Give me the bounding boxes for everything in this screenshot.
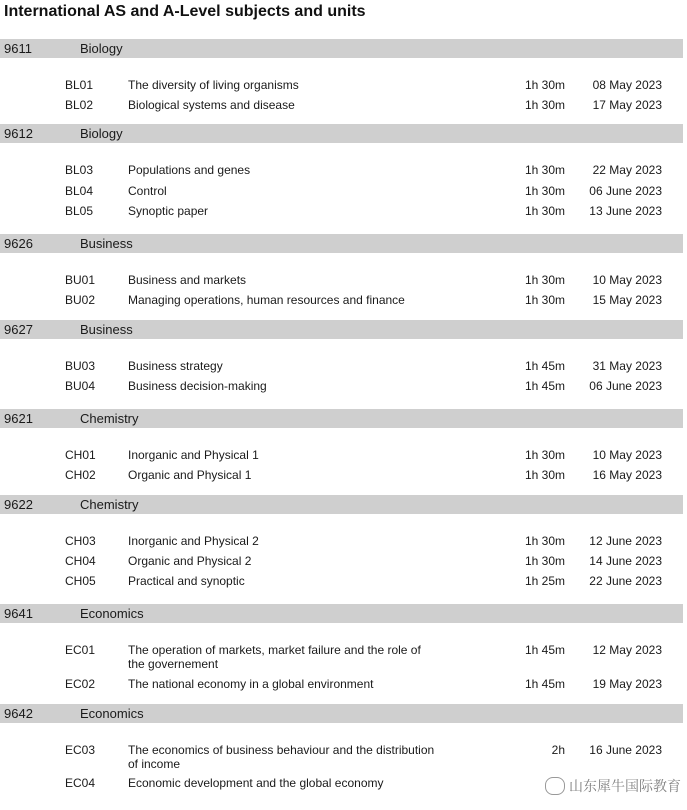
unit-duration: 1h 30m: [524, 468, 565, 482]
subject-code: 9612: [4, 126, 33, 141]
unit-date: 14 June 2023: [589, 554, 662, 568]
unit-code: EC01: [65, 643, 96, 657]
unit-duration: 1h 30m: [524, 554, 565, 568]
subject-code: 9641: [4, 606, 33, 621]
unit-date: 12 May 2023: [592, 643, 662, 657]
unit-date: 17 May 2023: [592, 98, 662, 112]
subject-header: [0, 704, 683, 723]
unit-code: CH05: [65, 574, 96, 588]
unit-code: BL01: [65, 78, 94, 92]
unit-duration: 1h 30m: [524, 293, 565, 307]
unit-duration: 2h: [551, 743, 565, 757]
unit-duration: 1h 45m: [524, 379, 565, 393]
unit-name: Populations and genes: [128, 163, 251, 177]
unit-date: 08 May 2023: [592, 78, 662, 92]
subject-name: Biology: [80, 126, 123, 141]
subject-name: Biology: [80, 41, 123, 56]
unit-duration: 1h 45m: [524, 643, 565, 657]
unit-name: Organic and Physical 1: [128, 468, 252, 482]
subject-code: 9626: [4, 236, 33, 251]
unit-date: 06 June 2023: [589, 184, 662, 198]
unit-code: EC03: [65, 743, 96, 757]
subject-code: 9611: [4, 41, 32, 56]
subject-name: Business: [80, 236, 133, 251]
unit-code: BU03: [65, 359, 96, 373]
unit-name: Business strategy: [128, 359, 223, 373]
unit-duration: 1h 30m: [524, 273, 565, 287]
unit-duration: 1h 45m: [524, 359, 565, 373]
unit-code: CH04: [65, 554, 96, 568]
unit-date: 19 May 2023: [592, 677, 662, 691]
unit-duration: 1h 30m: [524, 448, 565, 462]
unit-duration: 1h 30m: [524, 78, 565, 92]
unit-name: The diversity of living organisms: [128, 78, 299, 92]
unit-name: Economic development and the global economy: [128, 776, 384, 790]
unit-date: 22 June 2023: [589, 574, 662, 588]
subject-code: 9621: [4, 411, 33, 426]
unit-date: 22 May 2023: [592, 163, 662, 177]
unit-name: Business decision-making: [128, 379, 267, 393]
watermark-text: 山东犀牛国际教育: [569, 778, 681, 794]
subject-code: 9622: [4, 497, 33, 512]
unit-date: 13 June 2023: [589, 204, 662, 218]
unit-code: BU02: [65, 293, 96, 307]
subject-header: [0, 409, 683, 428]
watermark: [545, 776, 681, 796]
subject-header: [0, 234, 683, 253]
subject-name: Chemistry: [80, 411, 139, 426]
unit-name: Practical and synoptic: [128, 574, 245, 588]
unit-code: CH01: [65, 448, 96, 462]
subject-code: 9642: [4, 706, 33, 721]
unit-name: The economics of business behaviour and the distribution of income: [128, 743, 435, 771]
unit-duration: 1h 30m: [524, 184, 565, 198]
wechat-icon: [545, 777, 565, 795]
unit-date: 12 June 2023: [589, 534, 662, 548]
unit-duration: 1h 30m: [524, 204, 565, 218]
unit-name: Biological systems and disease: [128, 98, 295, 112]
unit-code: BU04: [65, 379, 96, 393]
unit-code: CH03: [65, 534, 96, 548]
unit-code: BU01: [65, 273, 96, 287]
subject-header: [0, 320, 683, 339]
unit-name: The operation of markets, market failure and the role of the governement: [128, 643, 421, 671]
unit-name: Inorganic and Physical 2: [128, 534, 259, 548]
unit-duration: 1h 30m: [524, 534, 565, 548]
unit-duration: 1h 45m: [524, 677, 565, 691]
unit-code: BL05: [65, 204, 94, 218]
unit-name: Inorganic and Physical 1: [128, 448, 259, 462]
unit-name: Business and markets: [128, 273, 247, 287]
subject-name: Economics: [80, 606, 144, 621]
unit-date: 16 June 2023: [589, 743, 662, 757]
unit-code: EC02: [65, 677, 96, 691]
subject-name: Chemistry: [80, 497, 139, 512]
unit-code: CH02: [65, 468, 96, 482]
unit-code: BL02: [65, 98, 94, 112]
unit-name: Control: [128, 184, 167, 198]
unit-duration: 1h 30m: [524, 163, 565, 177]
subject-name: Economics: [80, 706, 144, 721]
unit-name: The national economy in a global environment: [128, 677, 374, 691]
subject-code: 9627: [4, 322, 33, 337]
unit-name: Organic and Physical 2: [128, 554, 252, 568]
subject-header: [0, 495, 683, 514]
unit-date: 15 May 2023: [592, 293, 662, 307]
unit-name: Managing operations, human resources and finance: [128, 293, 405, 307]
unit-code: BL03: [65, 163, 94, 177]
subject-header: [0, 604, 683, 623]
unit-name: Synoptic paper: [128, 204, 209, 218]
subject-header: [0, 124, 683, 143]
page-title: International AS and A-Level subjects and units: [4, 3, 366, 20]
subject-header: [0, 39, 683, 58]
unit-date: 10 May 2023: [592, 448, 662, 462]
unit-duration: 1h 30m: [524, 98, 565, 112]
subject-name: Business: [80, 322, 133, 337]
unit-date: 16 May 2023: [592, 468, 662, 482]
unit-code: EC04: [65, 776, 96, 790]
unit-date: 31 May 2023: [592, 359, 662, 373]
unit-date: 06 June 2023: [589, 379, 662, 393]
unit-code: BL04: [65, 184, 94, 198]
unit-date: 10 May 2023: [592, 273, 662, 287]
unit-duration: 1h 25m: [524, 574, 565, 588]
